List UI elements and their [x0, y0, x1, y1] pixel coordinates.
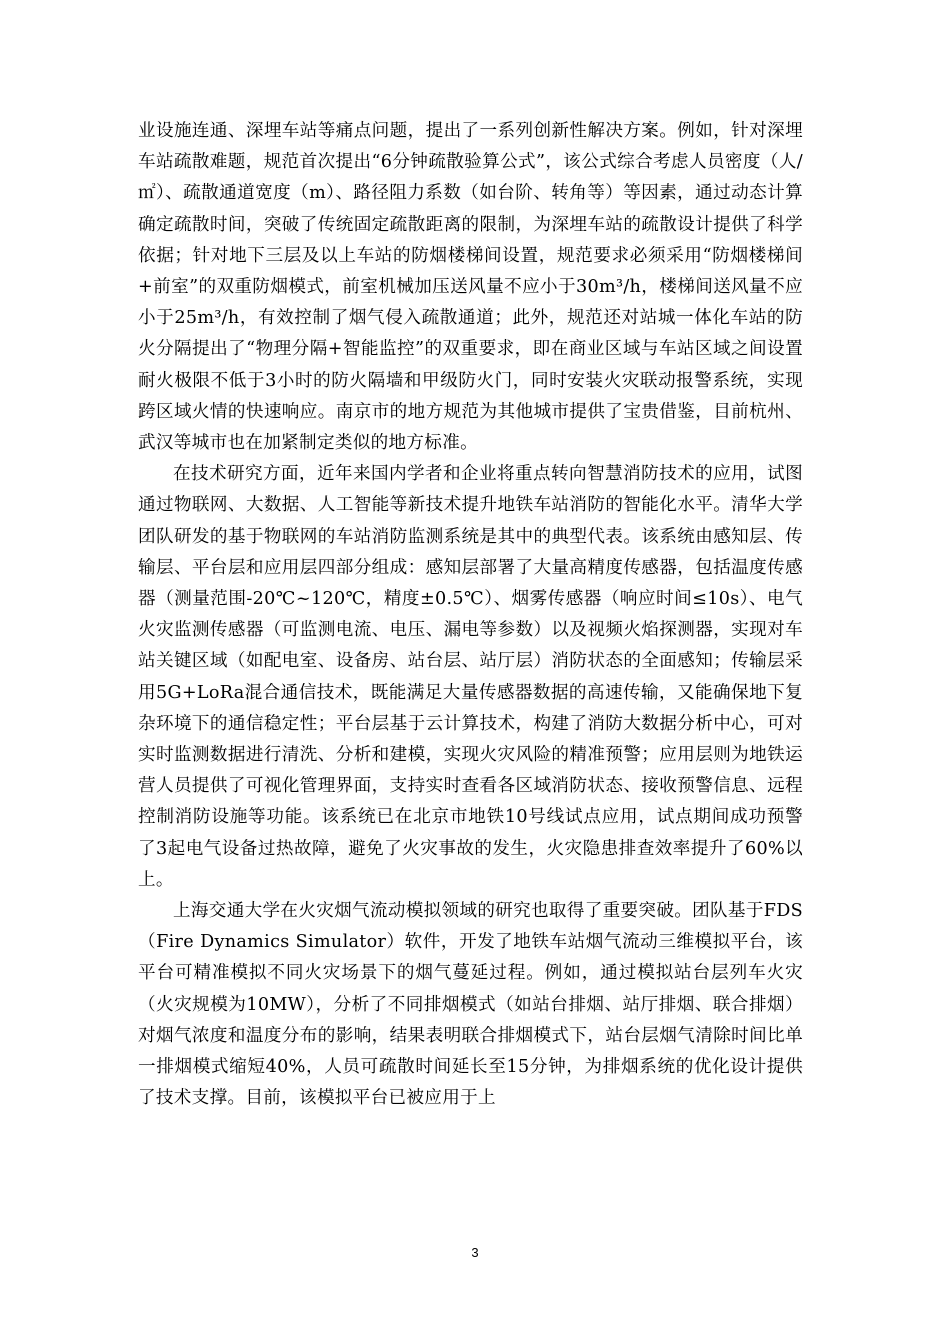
- page-number: 3: [471, 1245, 479, 1260]
- paragraph-1: 业设施连通、深埋车站等痛点问题，提出了一系列创新性解决方案。例如，针对深埋车站疏散难题，规范首次提出“6分钟疏散验算公式”，该公式综合考虑人员密度（人/㎡）、疏散通道宽度（m）、路径阻力系数（如台阶、转角等）等因素，通过动态计算确定疏散时间，突破了传统固定疏散距离的限制，为深埋车站的疏散设计提供了科学依据；针对地下三层及以上车站的防烟楼梯间设置，规范要求必须采用“防烟楼梯间+前室”的双重防烟模式，前室机械加压送风量不应小于30m³/h，楼梯间送风量不应小于25m³/h，有效控制了烟气侵入疏散通道；此外，规范还对站城一体化车站的防火分隔提出了“物理分隔+智能监控”的双重要求，即在商业区域与车站区域之间设置耐火极限不低于3小时的防火隔墙和甲级防火门，同时安装火灾联动报警系统，实现跨区域火情的快速响应。南京市的地方规范为其他城市提供了宝贵借鉴，目前杭州、武汉等城市也在加紧制定类似的地方标准。: [138, 121, 803, 454]
- paragraph-3: 上海交通大学在火灾烟气流动模拟领域的研究也取得了重要突破。团队基于FDS（Fire Dynamics Simulator）软件，开发了地铁车站烟气流动三维模拟平台，该平台可精准模拟不同火灾场景下的烟气蔓延过程。例如，通过模拟站台层列车火灾（火灾规模为10MW），分析了不同排烟模式（如站台排烟、站厅排烟、联合排烟）对烟气浓度和温度分布的影响，结果表明联合排烟模式下，站台层烟气清除时间比单一排烟模式缩短40%，人员可疏散时间延长至15分钟，为排烟系统的优化设计提供了技术支撑。目前，该模拟平台已被应用于上: [138, 901, 803, 1109]
- body-text: [138, 116, 803, 1115]
- paragraph-2: 在技术研究方面，近年来国内学者和企业将重点转向智慧消防技术的应用，试图通过物联网、大数据、人工智能等新技术提升地铁车站消防的智能化水平。清华大学团队研发的基于物联网的车站消防监测系统是其中的典型代表。该系统由感知层、传输层、平台层和应用层四部分组成：感知层部署了大量高精度传感器，包括温度传感器（测量范围-20℃~120℃，精度±0.5℃）、烟雾传感器（响应时间≤10s）、电气火灾监测传感器（可监测电流、电压、漏电等参数）以及视频火焰探测器，实现对车站关键区域（如配电室、设备房、站台层、站厅层）消防状态的全面感知；传输层采用5G+LoRa混合通信技术，既能满足大量传感器数据的高速传输，又能确保地下复杂环境下的通信稳定性；平台层基于云计算技术，构建了消防大数据分析中心，可对实时监测数据进行清洗、分析和建模，实现火灾风险的精准预警；应用层则为地铁运营人员提供了可视化管理界面，支持实时查看各区域消防状态、接收预警信息、远程控制消防设施等功能。该系统已在北京市地铁10号线试点应用，试点期间成功预警了3起电气设备过热故障，避免了火灾事故的发生，火灾隐患排查效率提升了60%以上。: [138, 464, 803, 890]
